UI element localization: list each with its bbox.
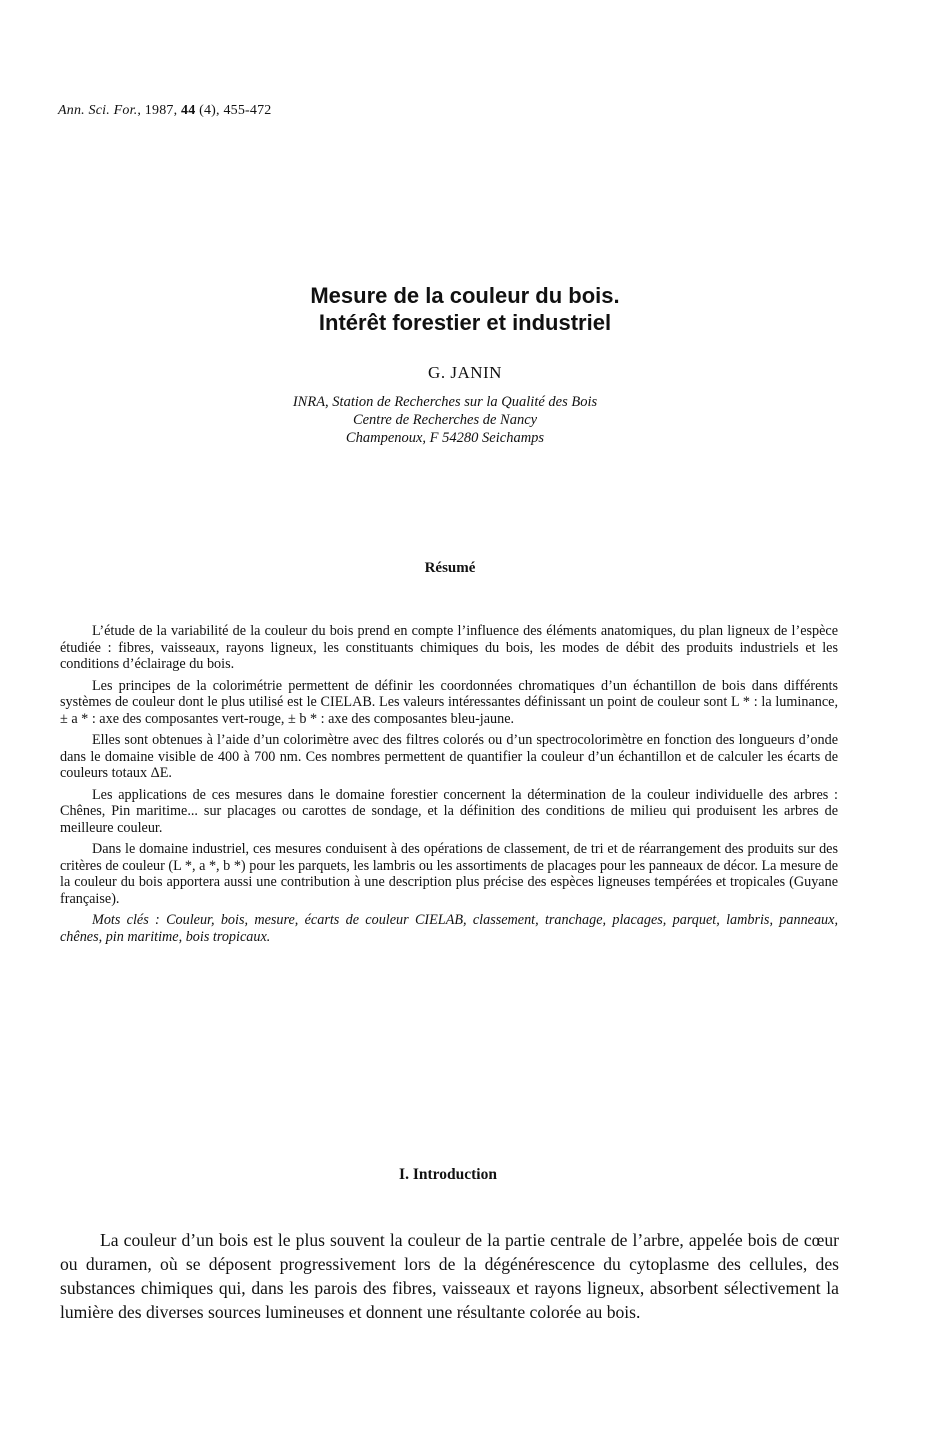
introduction-body: [60, 1228, 839, 1324]
affiliation-line-1: INRA, Station de Recherches sur la Qualité des Bois: [292, 394, 598, 410]
abstract-paragraph: Dans le domaine industriel, ces mesures conduisent à des opérations de classement, de tri et de réarrangement des produits sur des critères de couleur (L *, a *, b *) pour les parquets, les lambris ou les assortiments de placages pour les panneaux de décor. La mesure de la couleur du bois apportera aussi une contribution à une description plus précise des espèces ligneuses tempérées et tropicales (Guyane française).: [60, 841, 838, 907]
abstract-paragraph: Les applications de ces mesures dans le domaine forestier concernent la détermination de la couleur individuelle des arbres : Chênes, Pin maritime... sur placages ou carottes de sondage, et la définition des conditions de milieu qui produisent les arbres de meilleure couleur.: [60, 786, 838, 836]
abstract-body: [60, 623, 838, 950]
citation-header: [58, 103, 272, 119]
abstract-paragraph: L’étude de la variabilité de la couleur du bois prend en compte l’influence des éléments anatomiques, du plan ligneux de l’espèce étudiée : fibres, vaisseaux, rayons ligneux, les constituants chimiques du bois, les modes de débit des produits industriels et les conditions d’éclairage du bois.: [60, 623, 838, 672]
introduction-paragraph: La couleur d’un bois est le plus souvent la couleur de la partie centrale de l’arbre, appelée bois de cœur ou duramen, où se déposent progressivement lors de la dégénérescence du cytoplasme des cellules, des substances chimiques qui, dans les parois des fibres, vaisseaux et rayons ligneux, absorbent sélectivement la lumière des diverses sources lumineuses et donnent une résultante colorée au bois.: [60, 1230, 839, 1322]
affiliation-line-3: Champenoux, F 54280 Seichamps: [345, 430, 545, 446]
introduction-heading: I. Introduction: [399, 1166, 497, 1183]
paper-title: [0, 282, 930, 336]
keywords: Mots clés : Couleur, bois, mesure, écarts de couleur CIELAB, classement, tranchage, placages, parquet, lambris, panneaux, chênes, pin maritime, bois tropicaux.: [60, 912, 838, 945]
abstract-paragraph: Les principes de la colorimétrie permettent de définir les coordonnées chromatiques d’un échantillon de bois dans différents systèmes de couleur dont le plus utilisé est le CIELAB. Les valeurs intéressantes définissant un point de couleur sont L * : la luminance, ± a * : axe des composantes vert-rouge, ± b * : axe des composantes bleu-jaune.: [60, 677, 838, 727]
citation-issue-pages: (4), 455-472: [195, 103, 272, 118]
citation-year: , 1987,: [137, 103, 182, 118]
abstract-paragraph: Elles sont obtenues à l’aide d’un colorimètre avec des filtres colorés ou d’un spectrocolorimètre en fonction des longueurs d’onde dans le domaine visible de 400 à 700 nm. Ces nombres permettent de quantifier la couleur d’un échantillon et de calculer les écarts de couleurs totaux ΔE.: [60, 732, 838, 781]
citation-volume: 44: [181, 103, 196, 118]
affiliation-line-2: Centre de Recherches de Nancy: [352, 412, 538, 428]
author-name: G. JANIN: [428, 363, 502, 382]
author-affiliation: [0, 393, 890, 447]
abstract-heading: Résumé: [424, 560, 476, 576]
title-line-2: Intérêt forestier et industriel: [318, 310, 612, 335]
journal-name: Ann. Sci. For.: [58, 103, 138, 118]
title-line-1: Mesure de la couleur du bois.: [310, 283, 620, 308]
